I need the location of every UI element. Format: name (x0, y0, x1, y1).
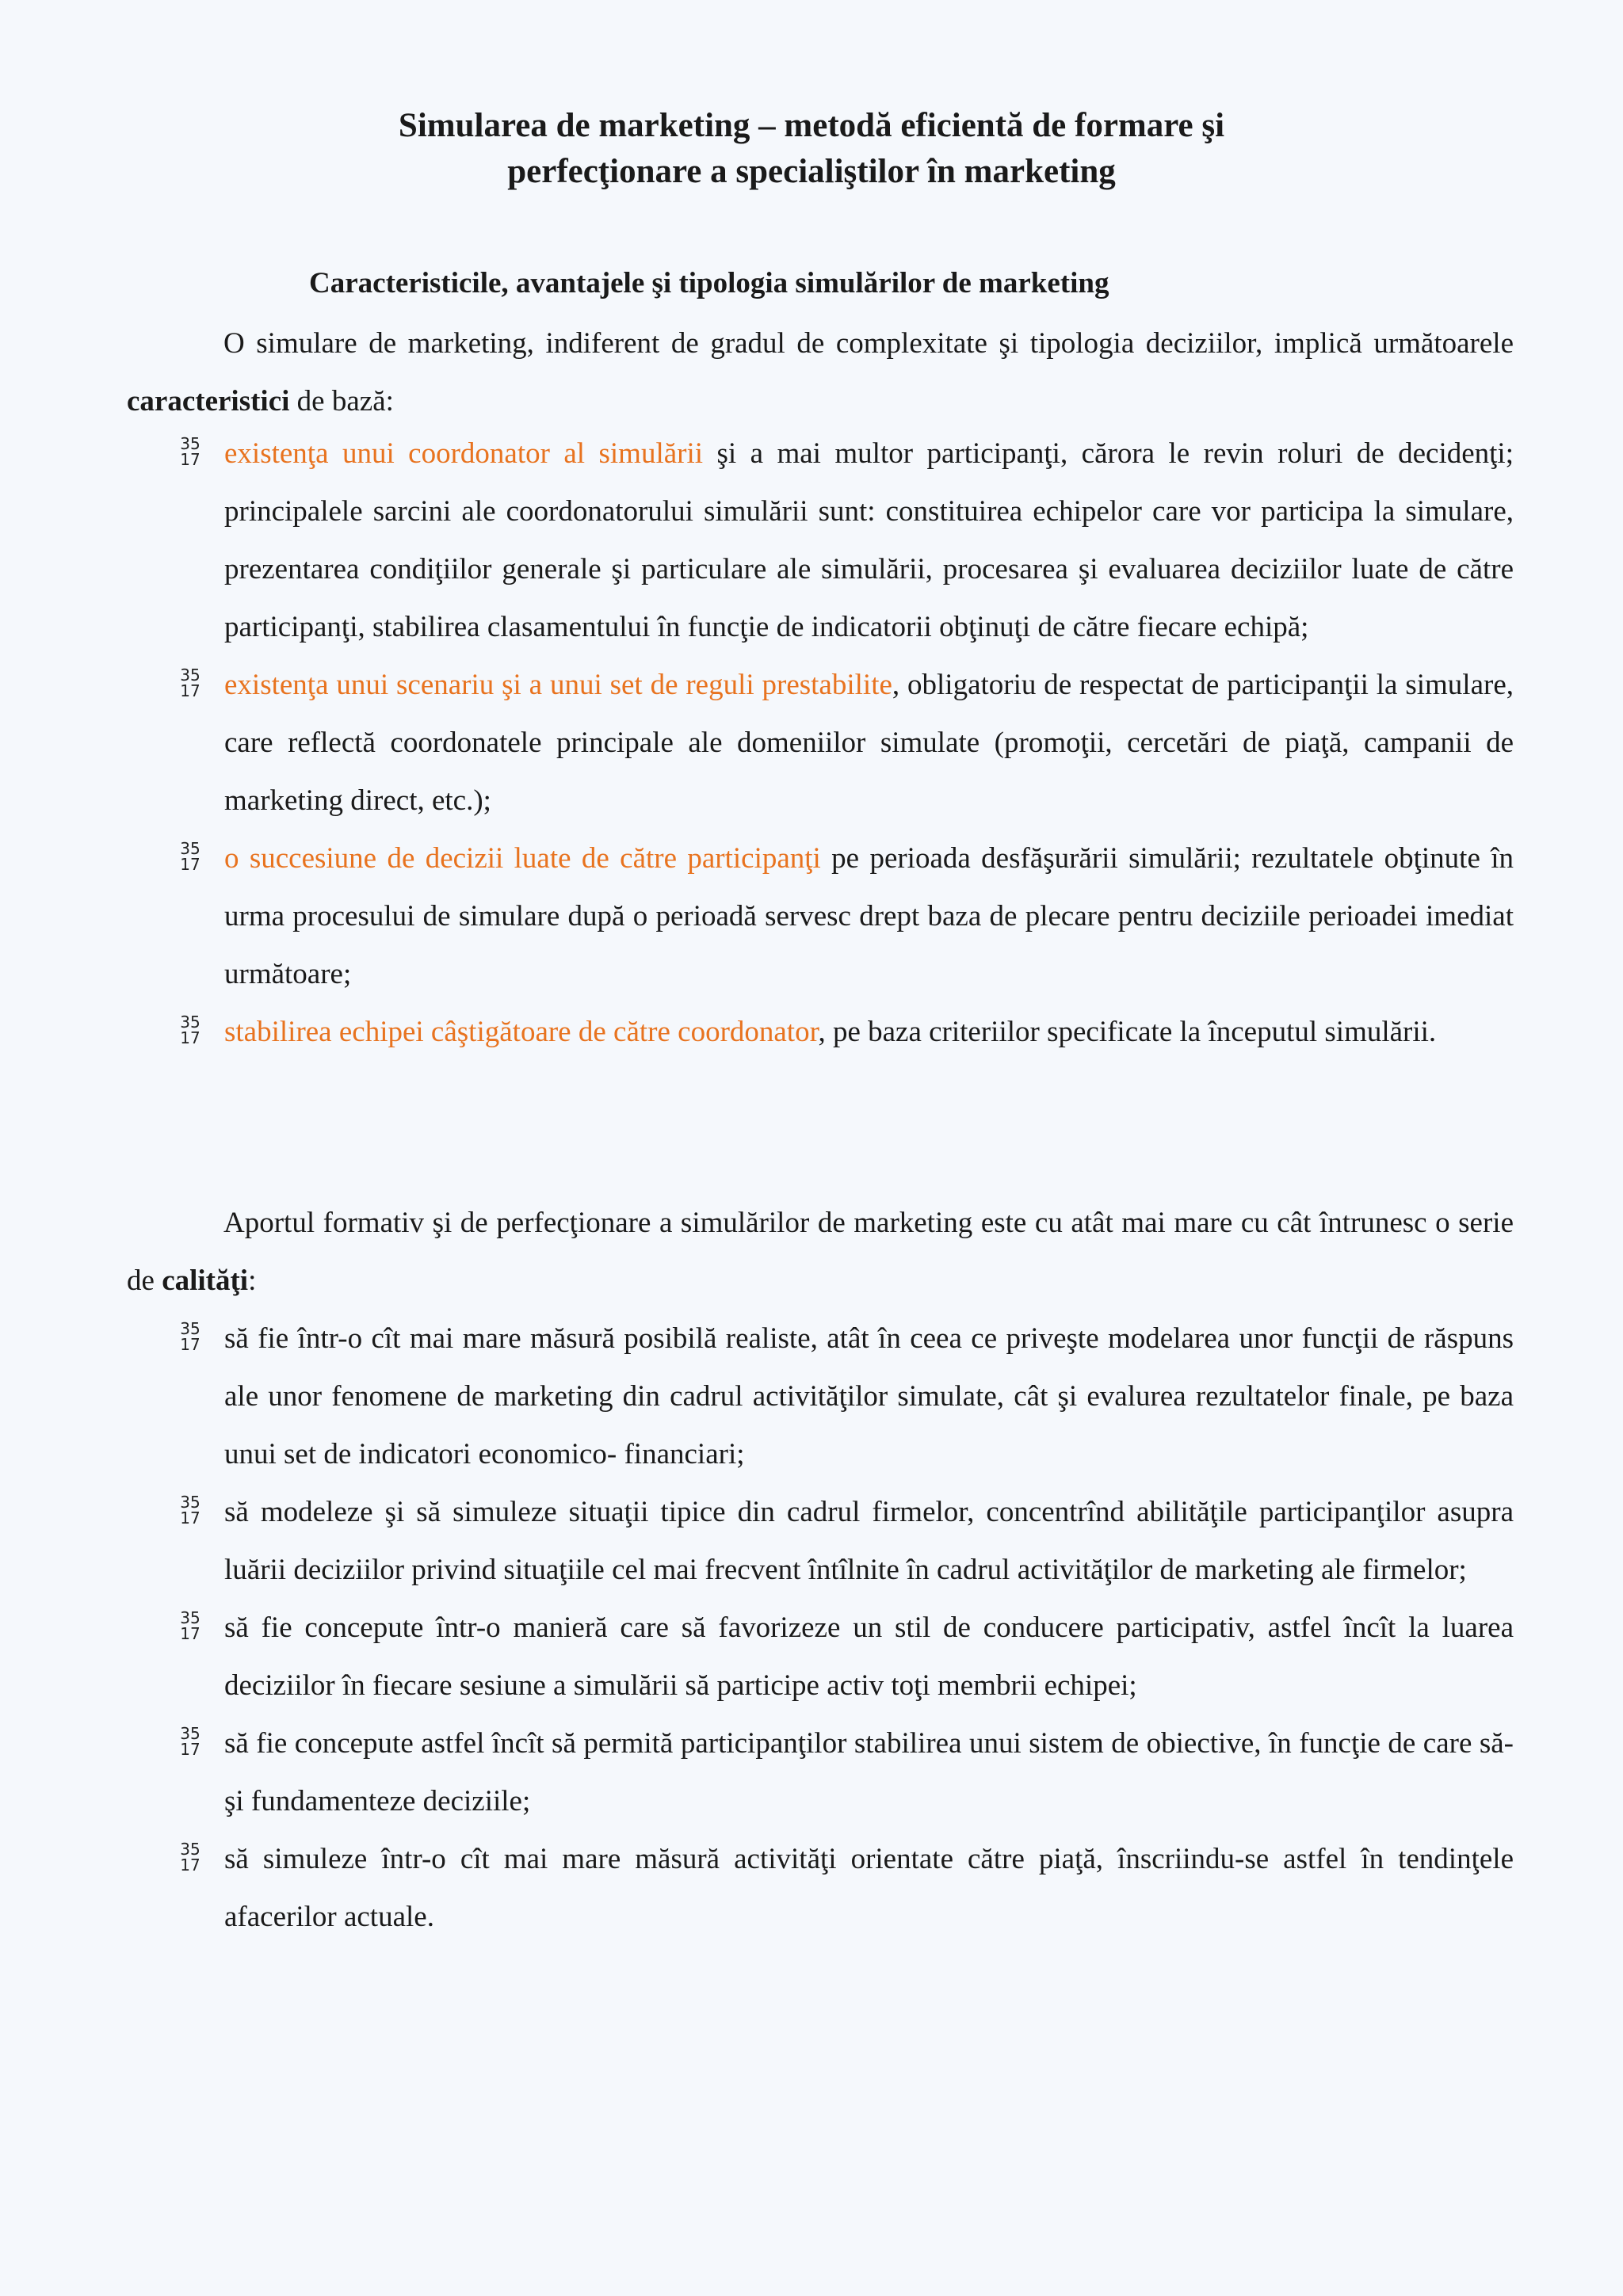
list-item (127, 1483, 1514, 1599)
bullet-icon: 35 17 (180, 1724, 200, 1759)
quality-text: să simuleze într-o cît mai mare măsură activităţi orientate către piaţă, înscriindu-se astfel în tendinţele afacerilor actuale. (224, 1843, 1514, 1933)
section-heading: Caracteristicile, avantajele şi tipologia simulărilor de marketing (309, 267, 1109, 299)
bullet-icon: 35 17 (180, 1840, 200, 1875)
characteristic-highlight: existenţa unui coordonator al simulării (224, 437, 704, 470)
intro-paragraph (127, 315, 1514, 430)
characteristic-text: şi a mai multor participanţi, cărora le revin roluri de decidenţi; principalele sarcini ale coordonatorului simulării sunt: constituirea echipelor care vor participa la simulare, prezentarea condiţiilor generale şi particulare ale simulării, procesarea şi evaluarea deciziilor luate de către participanţi, stabilirea clasamentului în funcţie de indicatorii obţinuţi de către fiecare echipă; (224, 437, 1514, 643)
document-title (0, 103, 1623, 195)
list-item (127, 425, 1514, 656)
characteristic-highlight: existenţa unui scenariu şi a unui set de reguli prestabilite (224, 669, 892, 701)
bullet-icon: 35 17 (180, 839, 200, 874)
list-item (127, 830, 1514, 1003)
list-item (127, 1714, 1514, 1830)
list-item (127, 1310, 1514, 1483)
quality-text: să modeleze şi să simuleze situaţii tipice din cadrul firmelor, concentrînd abilităţile participanţilor asupra luării deciziilor privind situaţiile cel mai frecvent întîlnite în cadrul activităţilor de marketing ale firmelor; (224, 1496, 1514, 1586)
bullet-icon: 35 17 (180, 1493, 200, 1527)
quality-text: să fie concepute astfel încît să permită participanţilor stabilirea unui sistem de obiective, în funcţie de care să-şi fundamenteze deciziile; (224, 1727, 1514, 1817)
qualities-intro-end: : (248, 1264, 257, 1297)
bullet-icon: 35 17 (180, 434, 200, 469)
bullet-icon: 35 17 (180, 1319, 200, 1354)
list-item (127, 1599, 1514, 1714)
characteristic-highlight: stabilirea echipei câştigătoare de către coordonator (224, 1016, 819, 1048)
qualities-intro-paragraph (127, 1194, 1514, 1310)
qualities-list (127, 1310, 1514, 1946)
list-item (127, 656, 1514, 830)
intro-text-end: de bază: (289, 385, 394, 418)
title-line-1: Simularea de marketing – metodă eficientă de formare şi (398, 107, 1225, 144)
title-line-2: perfecţionare a specialiştilor în marketing (507, 153, 1116, 190)
list-item (127, 1003, 1514, 1061)
intro-bold-term: caracteristici (127, 385, 290, 418)
list-item (127, 1830, 1514, 1946)
bullet-icon: 35 17 (180, 1608, 200, 1643)
quality-text: să fie concepute într-o manieră care să favorizeze un stil de conducere participativ, astfel încît la luarea deciziilor în fiecare sesiune a simulării să participe activ toţi membrii echipei; (224, 1611, 1514, 1702)
characteristic-text: pe perioada desfăşurării simulării; rezultatele obţinute în urma procesului de simulare după o perioadă servesc drept baza de plecare pentru deciziile perioadei imediat următoare; (224, 842, 1514, 990)
characteristic-text: , pe baza criteriilor specificate la începutul simulării. (818, 1016, 1437, 1048)
bullet-icon: 35 17 (180, 1013, 200, 1047)
quality-text: să fie într-o cît mai mare măsură posibilă realiste, atât în ceea ce priveşte modelarea unor funcţii de răspuns ale unor fenomene de marketing din cadrul activităţilor simulate, cât şi evalurea rezultatelor finale, pe baza unui set de indicatori economico- financiari; (224, 1322, 1514, 1470)
characteristic-highlight: o succesiune de decizii luate de către participanţi (224, 842, 821, 875)
characteristics-list (127, 425, 1514, 1061)
bullet-icon: 35 17 (180, 666, 200, 700)
qualities-bold-term: calităţi (162, 1264, 249, 1297)
intro-text: O simulare de marketing, indiferent de gradul de complexitate şi tipologia deciziilor, implică următoarele (223, 327, 1514, 360)
characteristic-text: , obligatoriu de respectat de participanţii la simulare, care reflectă coordonatele principale ale domeniilor simulate (promoţii, cercetări de piaţă, campanii de marketing direct, etc.); (224, 669, 1514, 817)
qualities-intro-text: Aportul formativ şi de perfecţionare a simulărilor de marketing este cu atât mai mare cu cât întrunesc o serie de (127, 1207, 1514, 1297)
